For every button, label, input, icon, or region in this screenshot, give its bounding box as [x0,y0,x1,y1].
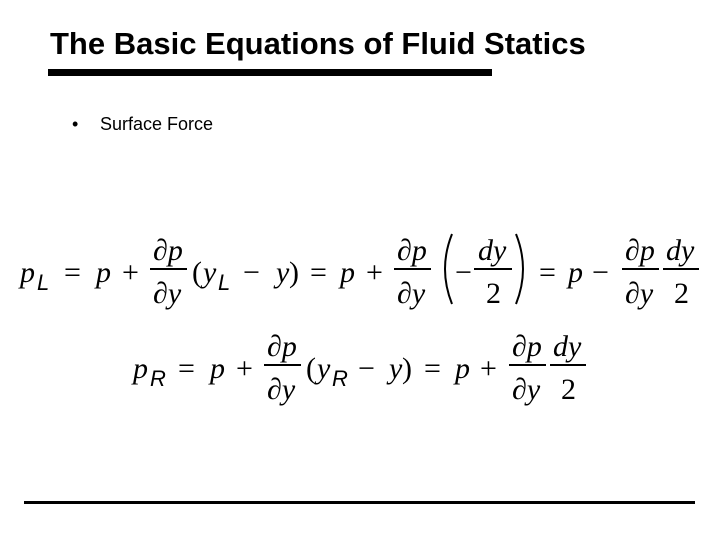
eq2-paren-open: ( [306,352,316,385]
eq1-frac4-numerator: ∂p [625,234,655,267]
eq2-frac3-denominator: 2 [561,373,576,406]
eq1-frac2-numerator: ∂p [397,234,427,267]
eq1-frac3-numerator: dy [478,234,507,267]
eq2-equals-1: = [178,352,195,385]
eq2-p-1: p [210,352,225,385]
eq1-equals-1: = [64,256,81,289]
eq1-paren-open: ( [192,256,202,289]
eq1-p-1: p [96,256,111,289]
eq1-frac1-numerator: ∂p [153,234,183,267]
eq1-lhs-symbol: p [20,256,35,289]
eq1-frac5-numerator: dy [666,234,695,267]
eq1-equals-3: = [539,256,556,289]
eq2-p-2: p [455,352,470,385]
eq1-minus-1: − [243,256,260,289]
eq2-plus-2: + [480,352,497,385]
bullet-text: Surface Force [100,114,214,134]
eq2-plus-1: + [236,352,253,385]
eq2-y: y [389,352,403,385]
eq1-frac4-denominator: ∂y [625,277,654,310]
eq1-plus-2: + [366,256,383,289]
eq1-y: y [276,256,290,289]
eq1-big-paren-open [445,234,452,304]
equation-p-right [131,330,586,406]
eq2-minus-1: − [358,352,375,385]
eq2-y-R: y [317,352,331,385]
eq1-plus-1: + [122,256,139,289]
eq2-frac1-numerator: ∂p [267,330,297,363]
slide-title: The Basic Equations of Fluid Statics [50,26,586,61]
eq1-p-3: p [568,256,583,289]
eq2-equals-2: = [424,352,441,385]
equation-p-left [18,234,699,310]
eq1-frac2-denominator: ∂y [397,277,426,310]
eq1-paren-close: ) [289,256,299,289]
eq1-frac3-denominator: 2 [486,277,501,310]
eq2-y-R-subscript: R [332,366,348,391]
eq2-frac2-denominator: ∂y [512,373,541,406]
eq2-frac2-numerator: ∂p [512,330,542,363]
footer-rule [24,501,695,504]
eq1-frac1-denominator: ∂y [153,277,182,310]
eq1-minus-3: − [592,256,609,289]
eq2-frac1-denominator: ∂y [267,373,296,406]
eq1-y-L-subscript: L [218,270,231,295]
eq1-minus-2: − [455,256,472,289]
eq2-lhs-subscript: R [150,366,166,391]
eq1-big-paren-close [516,234,523,304]
bullet-marker: • [72,114,79,134]
eq2-lhs-symbol: p [133,352,148,385]
eq1-equals-2: = [310,256,327,289]
eq1-p-2: p [340,256,355,289]
eq1-lhs-subscript: L [37,270,50,295]
eq1-frac5-denominator: 2 [674,277,689,310]
eq2-paren-close: ) [402,352,412,385]
eq1-y-L: y [203,256,217,289]
eq2-frac3-numerator: dy [553,330,582,363]
